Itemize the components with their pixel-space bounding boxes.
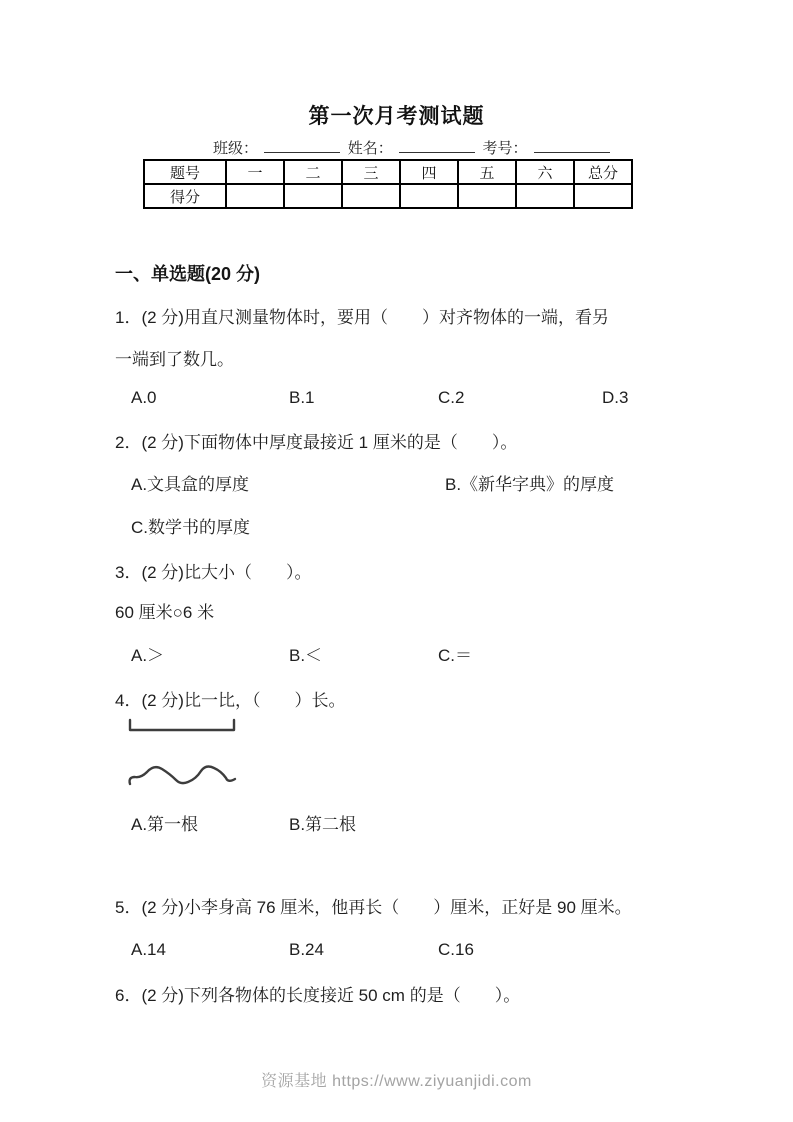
name-blank-line bbox=[399, 139, 475, 153]
exam-no-label: 考号： bbox=[482, 141, 528, 157]
option-a: A.14 bbox=[131, 940, 166, 959]
score-table bbox=[143, 159, 633, 209]
score-cell-empty bbox=[574, 184, 632, 208]
student-info-row bbox=[213, 137, 614, 158]
option-a: A.第一根 bbox=[131, 815, 199, 834]
option-b: B.《新华字典》的厚度 bbox=[445, 475, 615, 494]
option-b: B.第二根 bbox=[289, 815, 357, 834]
score-cell-empty bbox=[284, 184, 342, 208]
exam-no-blank-line bbox=[534, 139, 610, 153]
question-1-text-line-2: 一端到了数几。 bbox=[115, 350, 234, 369]
option-c: C.＝ bbox=[438, 646, 472, 665]
question-2-options-row-2 bbox=[0, 513, 793, 537]
option-a: A.＞ bbox=[131, 646, 165, 665]
score-table-col-3: 三 bbox=[342, 160, 400, 184]
score-table-col-2: 二 bbox=[284, 160, 342, 184]
question-5-options bbox=[0, 940, 793, 964]
score-table-header-row bbox=[144, 160, 632, 184]
score-table-col-total: 总分 bbox=[574, 160, 632, 184]
page-title: 第一次月考测试题 bbox=[308, 105, 485, 128]
question-5-text: 5．(2 分)小李身高 76 厘米，他再长（ ）厘米，正好是 90 厘米。 bbox=[115, 898, 632, 917]
question-3-text: 3．(2 分)比大小（ ）。 bbox=[115, 563, 312, 582]
score-table-col-1: 一 bbox=[226, 160, 284, 184]
score-cell-empty bbox=[458, 184, 516, 208]
question-3-comparison-expression: 60 厘米○6 米 bbox=[115, 603, 215, 622]
option-b: B.1 bbox=[289, 388, 315, 407]
score-table-col-5: 五 bbox=[458, 160, 516, 184]
name-label: 姓名： bbox=[347, 141, 393, 157]
question-2-options-row-1 bbox=[0, 470, 793, 494]
question-2-text: 2．(2 分)下面物体中厚度最接近 1 厘米的是（ ）。 bbox=[115, 433, 518, 452]
option-c: C.数学书的厚度 bbox=[131, 518, 250, 537]
score-cell-empty bbox=[400, 184, 458, 208]
wavy-line-figure bbox=[126, 760, 240, 792]
option-c: C.16 bbox=[438, 940, 474, 959]
class-blank-line bbox=[264, 139, 340, 153]
question-3-options bbox=[0, 641, 793, 665]
option-a: A.文具盒的厚度 bbox=[131, 475, 250, 494]
score-table-score-row bbox=[144, 184, 632, 208]
score-row-header: 得分 bbox=[144, 184, 226, 208]
score-table-row-header: 题号 bbox=[144, 160, 226, 184]
question-6-text: 6．(2 分)下列各物体的长度接近 50 cm 的是（ ）。 bbox=[115, 986, 521, 1005]
option-d: D.3 bbox=[602, 388, 629, 407]
question-1-options bbox=[0, 388, 793, 412]
score-cell-empty bbox=[516, 184, 574, 208]
option-a: A.0 bbox=[131, 388, 157, 407]
question-4-options bbox=[0, 810, 793, 834]
question-1-text-line-1: 1．(2 分)用直尺测量物体时，要用（ ）对齐物体的一端，看另 bbox=[115, 308, 609, 327]
section-heading: 一、单选题(20 分) bbox=[115, 264, 261, 284]
question-4-text: 4．(2 分)比一比，（ ）长。 bbox=[115, 691, 346, 710]
option-b: B.24 bbox=[289, 940, 324, 959]
class-label: 班级： bbox=[213, 141, 259, 157]
score-cell-empty bbox=[342, 184, 400, 208]
straight-line-figure bbox=[126, 717, 238, 735]
option-c: C.2 bbox=[438, 388, 465, 407]
score-cell-empty bbox=[226, 184, 284, 208]
score-table-col-6: 六 bbox=[516, 160, 574, 184]
footer-watermark: 资源基地 https://www.ziyuanjidi.com bbox=[261, 1073, 532, 1090]
score-table-col-4: 四 bbox=[400, 160, 458, 184]
option-b: B.＜ bbox=[289, 646, 323, 665]
